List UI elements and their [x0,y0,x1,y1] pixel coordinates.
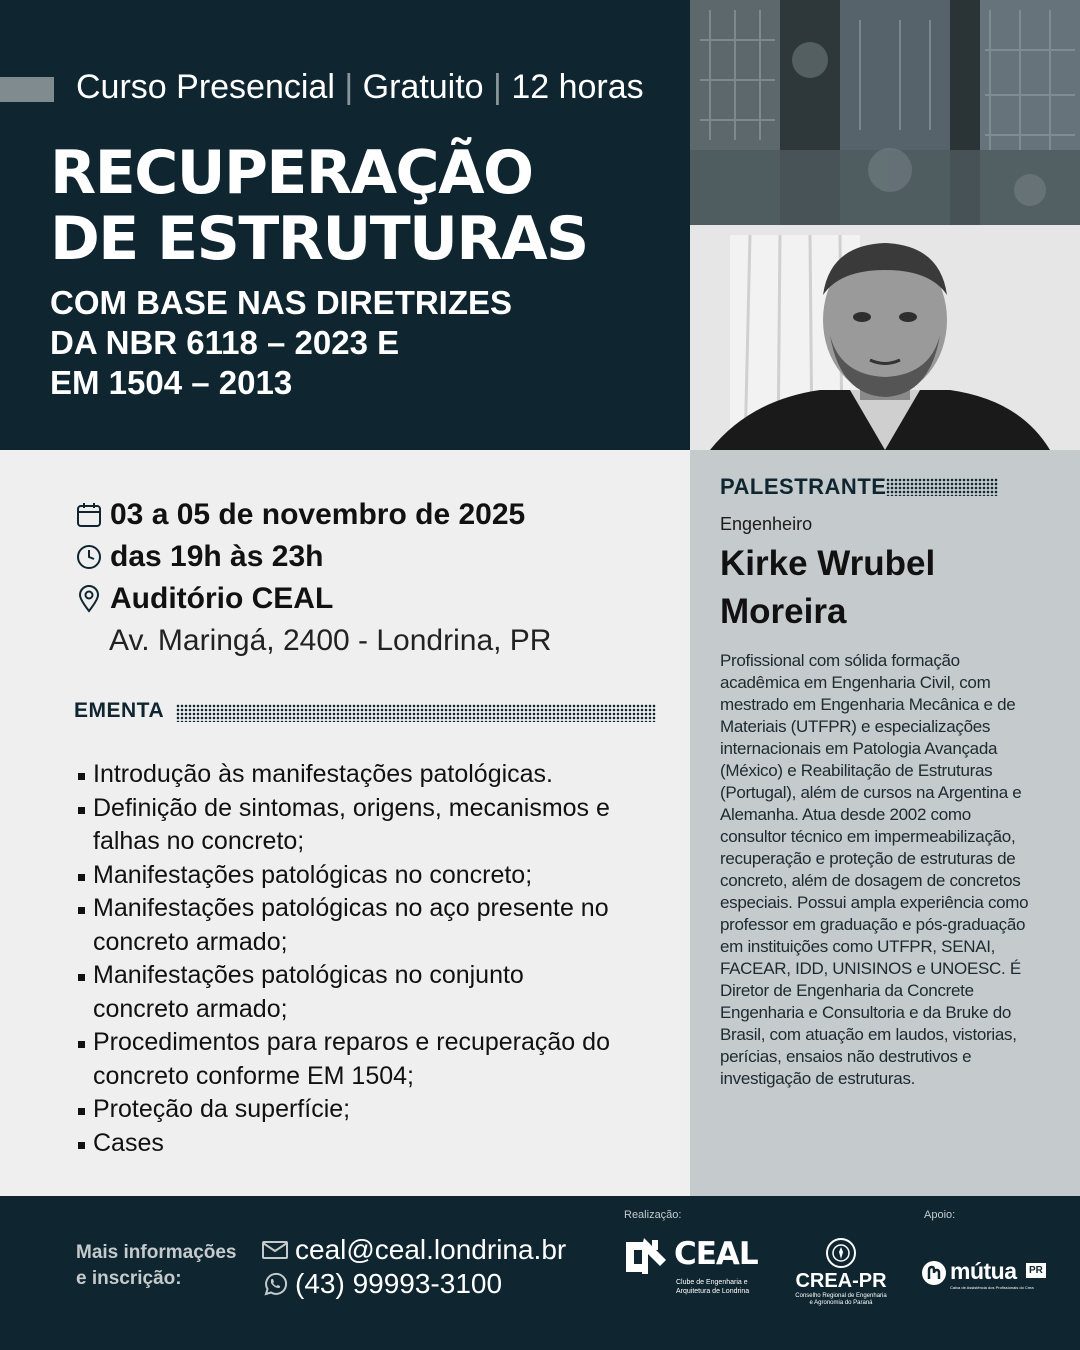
mutua-pr-badge: PR [1026,1263,1046,1278]
ceal-logo [624,1236,758,1300]
concrete-structure-photo [690,0,1080,225]
separator: | [344,68,354,106]
course-title-line: RECUPERAÇÃO [50,138,533,208]
course-price: Gratuito [362,68,484,106]
ceal-tag-line: Arquitetura de Londrina [676,1288,750,1295]
crea-logo-tagline [790,1293,892,1307]
ementa-label: EMENTA [74,699,165,722]
ementa-item: Manifestações patológicas no conjunto concreto armado; [76,959,616,1026]
email-contact[interactable] [261,1234,566,1266]
event-venue-text: Auditório CEAL [110,582,334,615]
course-duration: 12 horas [511,68,644,106]
accent-bar [0,77,54,102]
ementa-item: Cases [76,1127,616,1161]
phone-link[interactable]: (43) 99993-3100 [295,1268,503,1299]
location-pin-icon [76,585,102,613]
event-date [76,498,525,532]
crea-logo-text: CREA-PR [795,1270,887,1292]
mutua-logo-text: mútua [950,1258,1017,1284]
ementa-item: Manifestações patológicas no aço presente no concreto armado; [76,892,616,959]
crea-tag-line: Conselho Regional de Engenharia [795,1293,887,1299]
dotted-divider [176,704,656,722]
footer [0,1196,1080,1350]
subheading-line: EM 1504 – 2013 [50,364,293,401]
crea-pr-logo [790,1238,892,1318]
more-info-line: Mais informações [76,1242,237,1263]
ceal-tag-line: Clube de Engenharia e [676,1279,748,1286]
speaker-photo [690,225,1080,450]
ementa-item: Introdução às manifestações patológicas. [76,758,616,792]
header-banner [0,0,690,450]
separator: | [493,68,502,106]
apoio-label: Apoio: [924,1209,956,1221]
event-address: Av. Maringá, 2400 - Londrina, PR [109,624,552,657]
ementa-item: Definição de sintomas, origens, mecanismos e falhas no concreto; [76,792,616,859]
clock-icon [76,543,102,571]
ementa-list [76,758,616,1160]
mutua-pr-logo [922,1258,1052,1292]
speaker-portrait-illustration [690,225,1080,450]
whatsapp-icon [261,1271,289,1297]
ementa-item: Proteção da superfície; [76,1093,616,1127]
event-time [76,540,323,574]
ceal-logo-tagline [676,1278,749,1296]
realizacao-label: Realização: [624,1209,682,1221]
course-title-line: DE ESTRUTURAS [50,204,588,274]
ementa-item: Manifestações patológicas no concreto; [76,859,616,893]
speaker-role: Engenheiro [720,514,813,534]
speaker-name-line: Kirke Wrubel [720,544,936,583]
speaker-section-label: PALESTRANTE [720,474,887,499]
event-venue [76,582,333,616]
speaker-panel [690,450,1080,1196]
course-subheading [50,283,512,403]
more-info-label [76,1240,237,1292]
mutua-mark-icon [922,1261,946,1285]
speaker-name-line: Moreira [720,592,847,631]
ceal-mark-icon [624,1236,668,1276]
crea-seal-icon [826,1238,856,1268]
more-info-line: e inscrição: [76,1268,182,1289]
speaker-bio: Profissional com sólida formação acadêmica em Engenharia Civil, com mestrado em Engenharia Mecânica e de Materiais (UTFPR) e especializações internacionais em Patologia Avançada (México) e Reabilitação de Estruturas (Portugal), além de cursos na Argentina e Alemanha. Atua desde 2002 como consultor técnico em impermeabilização, recuperação e proteção de estruturas de concreto, além de dosagem de concretos especiais. Possui ampla experiência como professor em graduação e pós-graduação em instituições como UTFPR, SENAI, FACEAR, IDD, UNISINOS e UNOESC. É Diretor de Engenharia da Concrete Engenharia e Consultoria e da Bruke do Brasil, com atuação em laudos, vistorias, perícias, ensaios não destrutivos e investigação de estruturas. [720,651,1029,1088]
event-date-text: 03 a 05 de novembro de 2025 [110,498,526,531]
phone-contact[interactable] [261,1268,502,1300]
email-link[interactable]: ceal@ceal.londrina.br [295,1234,567,1265]
ementa-item: Procedimentos para reparos e recuperação do concreto conforme EM 1504; [76,1026,616,1093]
event-time-text: das 19h às 23h [110,540,324,573]
concrete-structure-illustration [690,0,1080,225]
course-format: Curso Presencial [76,68,335,106]
dotted-divider [886,478,998,496]
envelope-icon [261,1237,289,1263]
subheading-line: DA NBR 6118 – 2023 E [50,324,400,361]
subheading-line: COM BASE NAS DIRETRIZES [50,284,513,321]
mutua-logo-tagline: Caixa de Assistência dos Profissionais do Crea [950,1285,1034,1290]
course-subtitle [76,68,644,107]
crea-tag-line: e Agronomia do Paraná [809,1300,873,1306]
ceal-logo-text: CEAL [674,1236,758,1272]
course-title [50,140,588,272]
speaker-name [720,540,935,636]
calendar-icon [76,501,102,529]
